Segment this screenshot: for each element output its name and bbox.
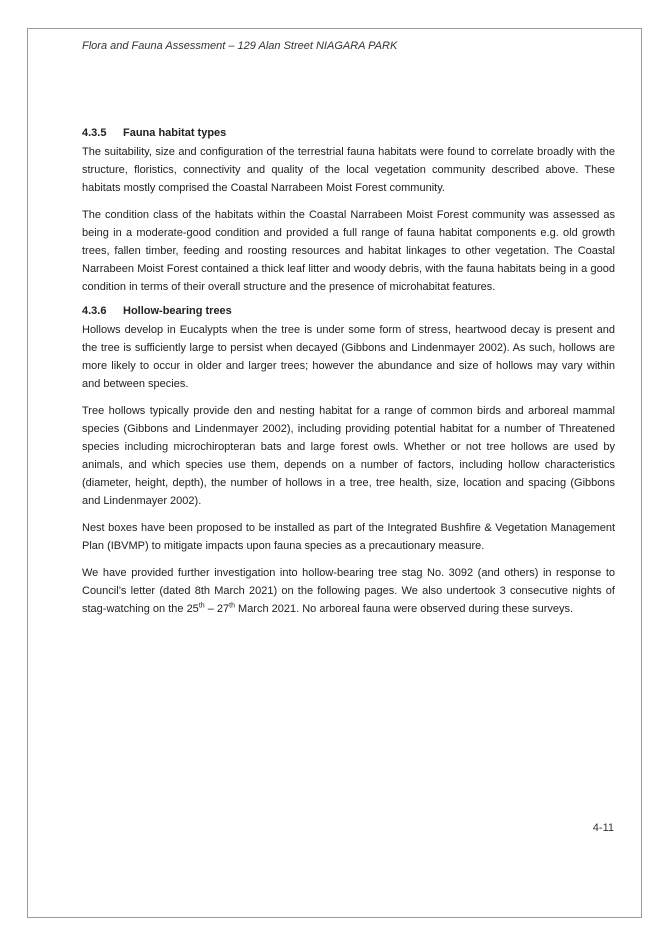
running-header: Flora and Fauna Assessment – 129 Alan Street NIAGARA PARK — [82, 40, 398, 52]
section-title: Hollow-bearing trees — [123, 305, 232, 317]
superscript: th — [198, 602, 205, 610]
paragraph: Hollows develop in Eucalypts when the tree is under some form of stress, heartwood decay is present and the tree is sufficiently large to persist when decayed (Gibbons and Lindenmayer 2002). As such, hollows are more likely to occur in older and larger trees; however the abundance and size of hollows may vary within and between species. — [82, 324, 615, 390]
document-body — [82, 126, 615, 627]
section-title: Fauna habitat types — [123, 127, 227, 139]
section-heading-fauna-habitat-types — [82, 126, 615, 141]
paragraph: Nest boxes have been proposed to be installed as part of the Integrated Bushfire & Vegetation Management Plan (IBVMP) to mitigate impacts upon fauna species as a precautionary measure. — [82, 522, 615, 552]
paragraph-stag-watching — [82, 564, 615, 618]
section-heading-hollow-bearing-trees — [82, 304, 615, 319]
paragraph: The condition class of the habitats within the Coastal Narrabeen Moist Forest community was assessed as being in a moderate-good condition and provided a full range of fauna habitat components e.g. old growth trees, fallen timber, feeding and roosting resources and habitat linkages to other vegetation. The Coastal Narrabeen Moist Forest contained a thick leaf litter and woody debris, with the fauna habitats being in a good condition in terms of their overall structure and the presence of microhabitat features. — [82, 209, 615, 293]
section-number: 4.3.6 — [82, 305, 107, 317]
paragraph: The suitability, size and configuration of the terrestrial fauna habitats were found to correlate broadly with the structure, floristics, connectivity and quality of the local vegetation community described above. These habitats mostly comprised the Coastal Narrabeen Moist Forest community. — [82, 146, 615, 194]
page-number: 4-11 — [592, 822, 614, 834]
section-number: 4.3.5 — [82, 127, 107, 139]
paragraph-text: – 27 — [204, 603, 230, 615]
paragraph-text: We have provided further investigation into hollow-bearing tree stag No. 3092 (and others) in response to Council’s letter (dated 8th March 2021) on the following pages. We also undertook 3 consecutive nights of stag-watching on the 25 — [82, 567, 615, 615]
paragraph-text: March 2021. No arboreal fauna were observed during these surveys. — [234, 603, 574, 615]
paragraph: Tree hollows typically provide den and nesting habitat for a range of common birds and arboreal mammal species (Gibbons and Lindenmayer 2002), including providing potential habitat for a number of Threatened species including microchiropteran bats and large forest owls. Whether or not tree hollows are used by animals, and which species use them, depends on a number of factors, including hollow characteristics (diameter, height, depth), the number of hollows in a tree, tree health, size, location and spacing (Gibbons and Lindenmayer 2002). — [82, 405, 615, 507]
superscript: th — [229, 602, 235, 610]
